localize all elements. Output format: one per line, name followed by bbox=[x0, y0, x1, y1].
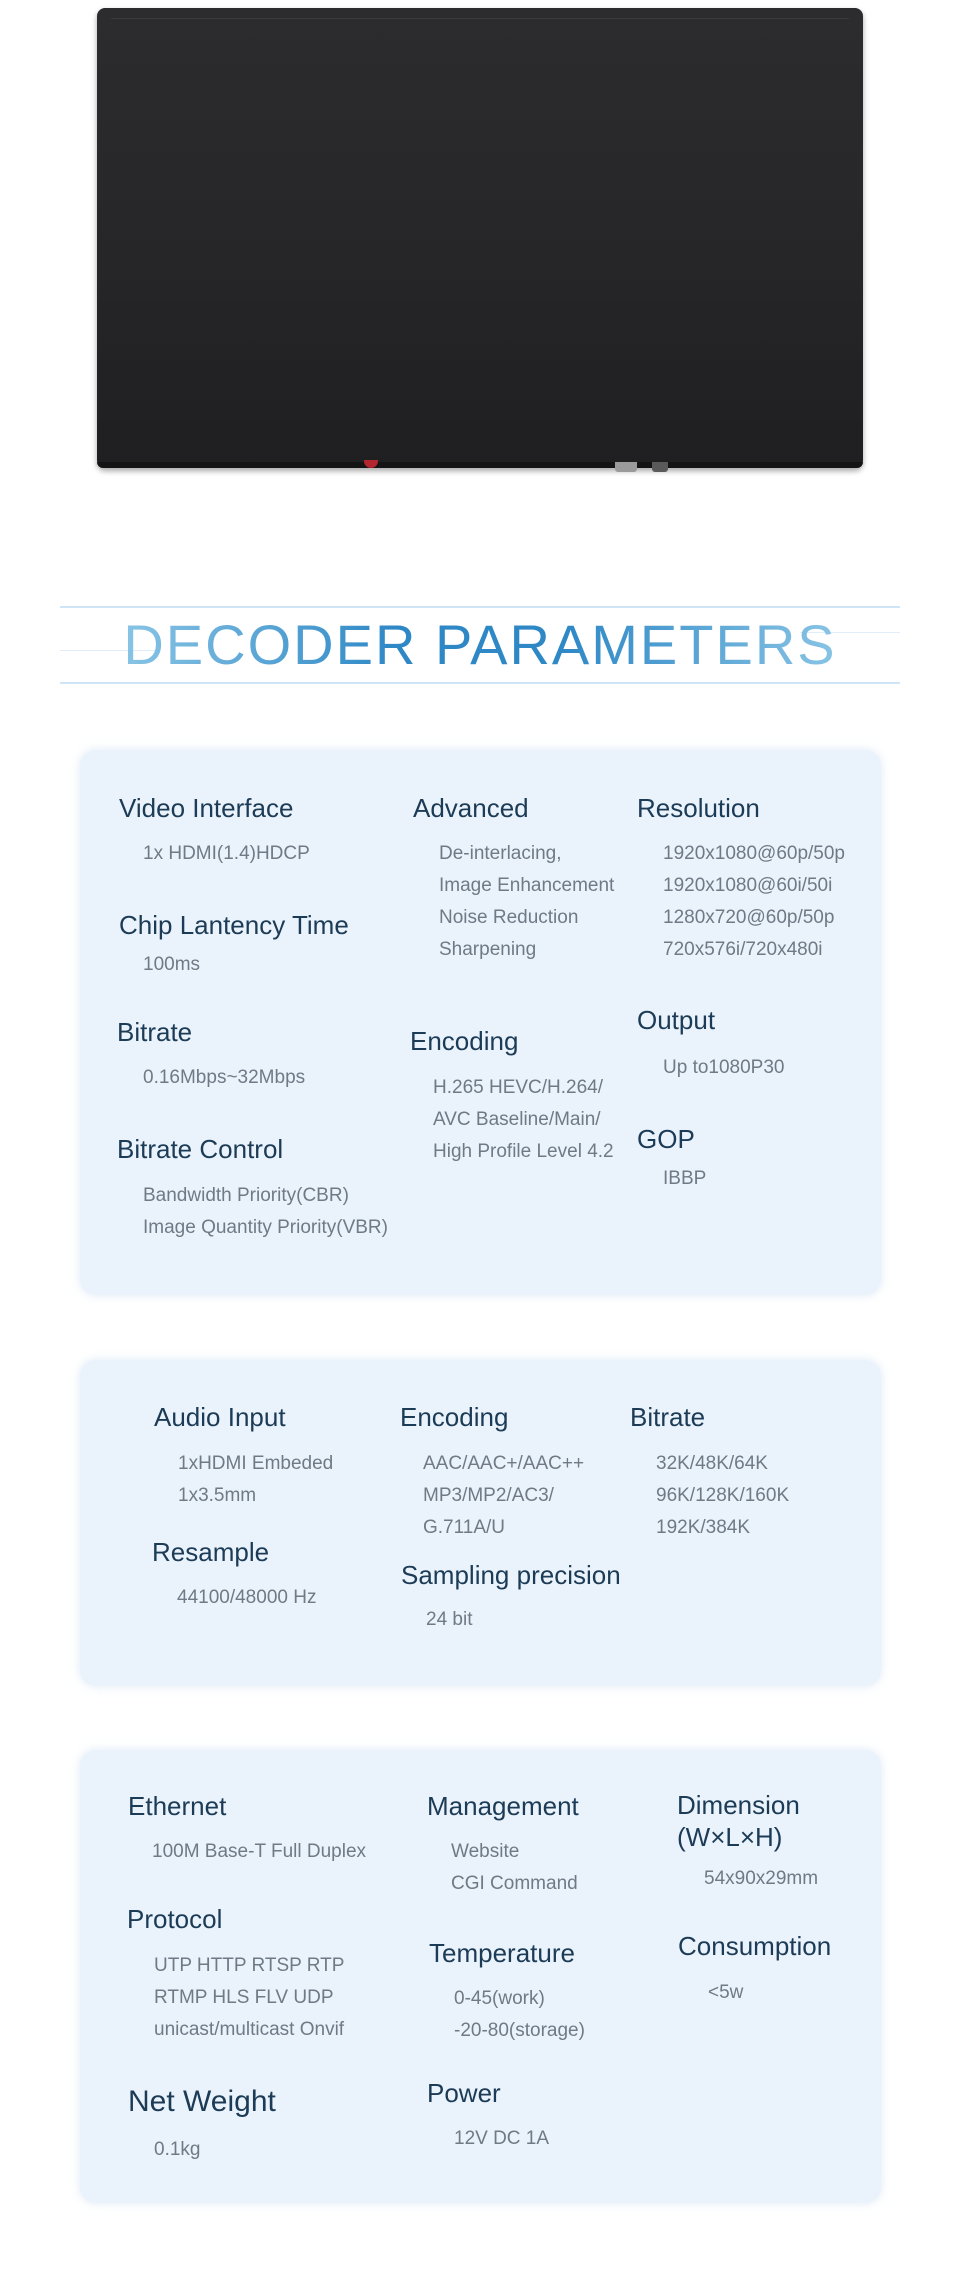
ethernet-label: Ethernet bbox=[128, 1791, 227, 1821]
sampling-precision-values: 24 bit bbox=[426, 1609, 473, 1630]
bitrate-control-label: Bitrate Control bbox=[117, 1134, 284, 1164]
power-label: Power bbox=[427, 2078, 501, 2108]
decoder-device bbox=[97, 8, 863, 468]
audio-input-label: Audio Input bbox=[154, 1402, 286, 1432]
protocol-label: Protocol bbox=[127, 1904, 223, 1934]
chip-latency-values: 100ms bbox=[143, 954, 201, 975]
audio-encoding-label: Encoding bbox=[400, 1402, 509, 1432]
management-values: Website CGI Command bbox=[451, 1841, 578, 1894]
bitrate-values: 0.16Mbps~32Mbps bbox=[143, 1067, 306, 1088]
encoding-values: H.265 HEVC/H.264/ AVC Baseline/Main/ High Profile Level 4.2 bbox=[433, 1077, 614, 1162]
bitrate-control-values: Bandwidth Priority(CBR) Image Quantity Priority(VBR) bbox=[143, 1185, 388, 1238]
resample-values: 44100/48000 Hz bbox=[177, 1587, 317, 1608]
temperature-label: Temperature bbox=[429, 1938, 575, 1968]
general-parameters-panel bbox=[80, 1750, 881, 2203]
sampling-precision-label: Sampling precision bbox=[401, 1560, 621, 1590]
video-interface-label: Video Interface bbox=[119, 793, 294, 823]
dimension-label: Dimension (W×L×H) bbox=[677, 1790, 800, 1852]
video-parameters-panel bbox=[80, 750, 881, 1295]
audio-bitrate-values: 32K/48K/64K 96K/128K/160K 192K/384K bbox=[656, 1453, 790, 1538]
dimension-values: 54x90x29mm bbox=[704, 1868, 819, 1889]
management-label: Management bbox=[427, 1791, 579, 1821]
consumption-label: Consumption bbox=[678, 1931, 832, 1961]
port-connector-2 bbox=[652, 462, 668, 472]
chip-latency-label: Chip Lantency Time bbox=[119, 910, 349, 940]
ethernet-values: 100M Base-T Full Duplex bbox=[152, 1841, 367, 1862]
resample-label: Resample bbox=[152, 1537, 270, 1567]
advanced-label: Advanced bbox=[413, 793, 529, 823]
power-values: 12V DC 1A bbox=[454, 2128, 550, 2149]
net-weight-values: 0.1kg bbox=[154, 2139, 201, 2160]
resolution-values: 1920x1080@60p/50p 1920x1080@60i/50i 1280x720@60p/50p 720x576i/720x480i bbox=[663, 843, 846, 960]
audio-encoding-values: AAC/AAC+/AAC++ MP3/MP2/AC3/ G.711A/U bbox=[423, 1453, 585, 1538]
temperature-values: 0-45(work) -20-80(storage) bbox=[454, 1988, 585, 2041]
gop-values: IBBP bbox=[663, 1168, 707, 1189]
port-connector bbox=[615, 462, 637, 472]
audio-parameters-panel bbox=[80, 1360, 881, 1686]
header-line bbox=[60, 682, 900, 684]
advanced-values: De-interlacing, Image Enhancement Noise Reduction Sharpening bbox=[439, 843, 615, 960]
page-title: DECODER PARAMETERS bbox=[60, 610, 900, 680]
resolution-label: Resolution bbox=[637, 793, 760, 823]
output-values: Up to1080P30 bbox=[663, 1057, 785, 1078]
gop-label: GOP bbox=[637, 1124, 695, 1154]
header-line bbox=[60, 606, 900, 608]
section-header bbox=[60, 600, 900, 690]
audio-input-values: 1xHDMI Embeded 1x3.5mm bbox=[178, 1453, 334, 1506]
audio-bitrate-label: Bitrate bbox=[630, 1402, 706, 1432]
encoding-label: Encoding bbox=[410, 1026, 519, 1056]
bitrate-label: Bitrate bbox=[117, 1017, 193, 1047]
consumption-values: <5w bbox=[708, 1982, 744, 2003]
output-label: Output bbox=[637, 1005, 716, 1035]
protocol-values: UTP HTTP RTSP RTP RTMP HLS FLV UDP unicast/multicast Onvif bbox=[154, 1955, 345, 2040]
video-interface-values: 1x HDMI(1.4)HDCP bbox=[143, 843, 310, 864]
net-weight-label: Net Weight bbox=[128, 2085, 276, 2118]
